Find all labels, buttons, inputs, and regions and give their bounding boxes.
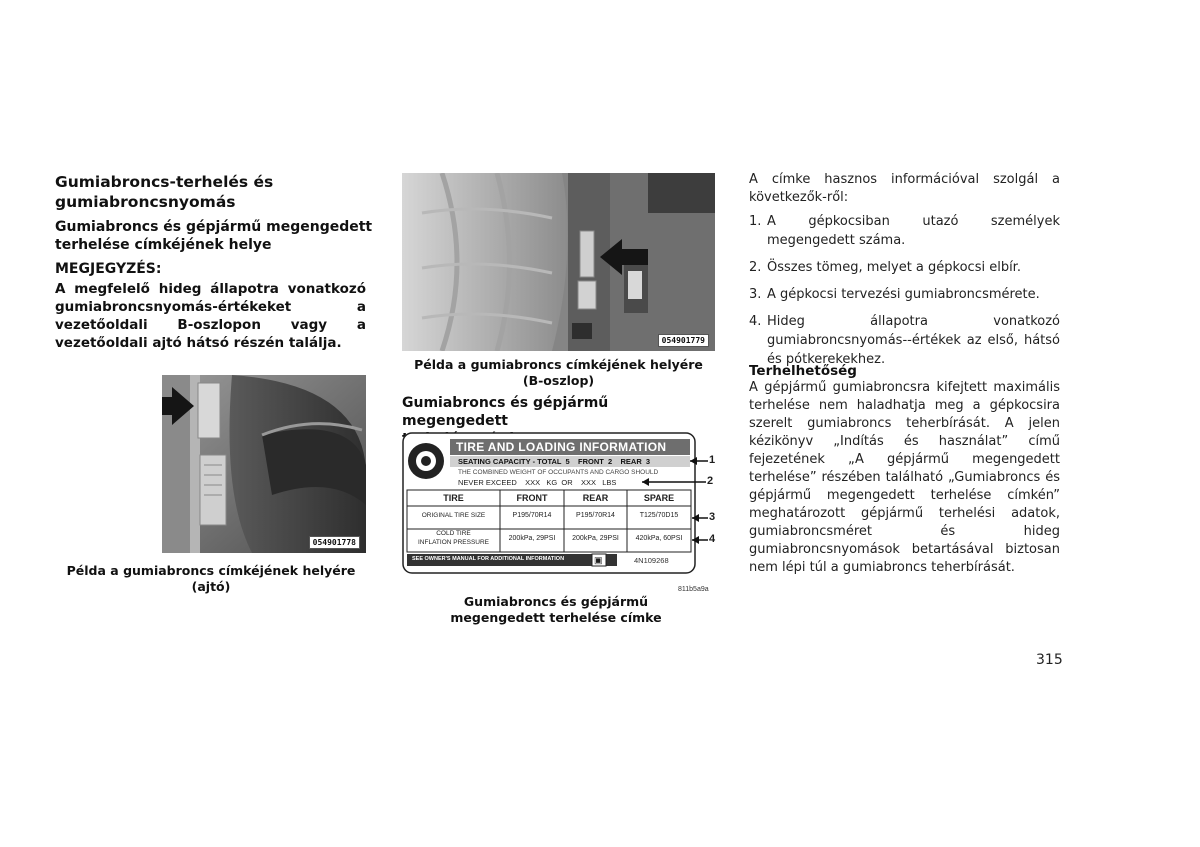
info-list <box>749 212 1060 369</box>
placard-footer: SEE OWNER'S MANUAL FOR ADDITIONAL INFORMATION <box>412 556 565 562</box>
list-item <box>749 285 1060 304</box>
photo-code: 054901779 <box>658 334 709 347</box>
figure-caption-door: Példa a gumiabroncs címkéjének helyére (ajtó) <box>66 563 356 594</box>
placard-row1-rear: P195/70R14 <box>576 512 615 519</box>
door-label-photo <box>162 375 366 553</box>
placard-header-rear: REAR <box>582 493 609 503</box>
list-number: 1. <box>749 214 762 229</box>
list-item <box>749 258 1060 277</box>
intro-paragraph: A címke hasznos információval szolgál a következők-ről: <box>749 172 1060 205</box>
placard-row1-spare: T125/70D15 <box>639 512 679 519</box>
placard-header-spare: SPARE <box>643 493 675 503</box>
manual-book-icon: ▣ <box>594 555 603 565</box>
list-text: A gépkocsi tervezési gumiabroncsmérete. <box>767 287 1040 302</box>
figure-caption-placard: Gumiabroncs és gépjármű megengedett terhelése címke <box>450 594 662 625</box>
placard-row1-front: P195/70R14 <box>512 512 552 519</box>
page-number: 315 <box>1036 652 1063 668</box>
list-text: Összes tömeg, melyet a gépkocsi elbír. <box>767 260 1021 275</box>
placard-heading: Gumiabroncs és gépjármű megengedett <box>402 395 609 429</box>
figure-code: 811b5a9a <box>678 586 709 593</box>
b-pillar-label-photo <box>402 173 715 351</box>
list-item <box>749 312 1060 369</box>
note-title: MEGJEGYZÉS: <box>55 261 162 277</box>
subsection-heading: Gumiabroncs és gépjármű megengedett terhelése címkéjének helye <box>55 219 373 253</box>
b-pillar-photo-illustration <box>402 173 715 351</box>
placard-row2-front: 200kPa, 29PSI <box>508 535 556 542</box>
placard-row2-rear: 200kPa, 29PSI <box>572 535 619 542</box>
list-text: A gépkocsiban utazó személyek megengedett száma. <box>767 214 1060 248</box>
placard-part-number: 4N109268 <box>634 556 669 565</box>
section-heading: Gumiabroncs-terhelés és gumiabroncsnyomás <box>55 173 274 211</box>
placard-row1-label: ORIGINAL TIRE SIZE <box>421 512 486 519</box>
list-number: 4. <box>749 314 762 329</box>
placard-row2-label-line2: INFLATION PRESSURE <box>417 539 490 546</box>
placard-combined-weight-line1: THE COMBINED WEIGHT OF OCCUPANTS AND CARGO SHOULD <box>458 469 659 476</box>
placard-row2-spare: 420kPa, 60PSI <box>635 535 683 542</box>
callout-2: 2 <box>707 475 714 487</box>
placard-row2-label-line1: COLD TIRE <box>436 530 471 537</box>
load-capacity-body: A gépjármű gumiabroncsra kifejtett maximális terhelése nem haladhatja meg a gépkocsira szerelt gumiabroncs teherbírását. A jelen kézikönyv „Indítás és használat” című fejezetének „A gépjármű megengedett terhelése” részében található „Gumiabroncs és gépjármű megengedett terhelése címkén” meghatározott gépjármű terhelési adatok, gumiabroncsméret és hideg gumiabroncsnyomások betartásával biztosan nem lépi túl a gumiabroncs teherbírását. <box>749 380 1060 575</box>
load-capacity-heading: Terhelhetőség <box>749 363 857 379</box>
callout-4: 4 <box>709 533 716 545</box>
callout-3: 3 <box>709 511 716 523</box>
placard-header-front: FRONT <box>516 493 548 503</box>
placard-seating-capacity: SEATING CAPACITY - TOTAL 5 FRONT 2 REAR 3 <box>458 457 651 466</box>
list-number: 3. <box>749 287 762 302</box>
photo-code: 054901778 <box>309 536 360 549</box>
list-text: Hideg állapotra vonatkozó gumiabroncsnyomás--értékek az első, hátsó és pótkerekekhez. <box>767 314 1060 367</box>
callout-1: 1 <box>709 454 716 466</box>
placard-title: TIRE AND LOADING INFORMATION <box>456 440 667 454</box>
figure-caption-b-pillar: Példa a gumiabroncs címkéjének helyére (B-oszlop) <box>414 357 703 388</box>
placard-combined-weight-line2: NEVER EXCEED XXX KG OR XXX LBS <box>458 478 617 487</box>
list-number: 2. <box>749 260 762 275</box>
tire-loading-placard <box>402 432 722 598</box>
door-photo-illustration <box>162 375 366 553</box>
list-item <box>749 212 1060 250</box>
placard-header-tire: TIRE <box>443 493 464 503</box>
note-body: A megfelelő hideg állapotra vonatkozó gumiabroncsnyomás-értékeket a vezetőoldali B-oszlopon vagy a vezetőoldali ajtó hátsó részén találja. <box>55 281 366 351</box>
